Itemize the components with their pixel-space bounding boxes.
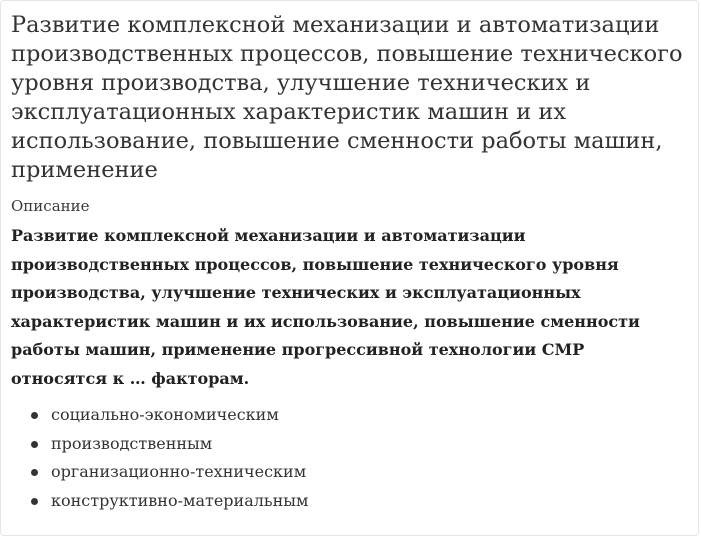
answer-option-label: организационно-техническим <box>51 462 307 481</box>
bullet-icon <box>31 412 38 419</box>
bullet-icon <box>31 498 38 505</box>
page-title: Развитие комплексной механизации и автоматизации производственных процессов, повышение технического уровня производства, улучшение технических и эксплуатационных характеристик машин и их использование, повышение сменности работы машин, применение <box>11 12 683 183</box>
answer-option[interactable] <box>27 487 308 516</box>
bullet-icon <box>31 469 38 476</box>
question-text: Развитие комплексной механизации и автоматизации производственных процессов, повышение технического уровня производства, улучшение технических и эксплуатационных характеристик машин и их использование, повышение сменности работы машин, применение прогрессивной технологии СМР относятся к … факторам. <box>11 226 640 388</box>
answer-options-list <box>27 401 308 515</box>
description-label: Описание <box>11 197 90 215</box>
answer-option[interactable] <box>27 458 308 487</box>
answer-option[interactable] <box>27 430 308 459</box>
answer-option-label: социально-экономическим <box>51 405 279 424</box>
answer-option-label: конструктивно-материальным <box>51 490 309 510</box>
bullet-icon <box>31 441 38 448</box>
answer-option-label: производственным <box>51 433 213 453</box>
answer-option[interactable] <box>27 401 308 430</box>
